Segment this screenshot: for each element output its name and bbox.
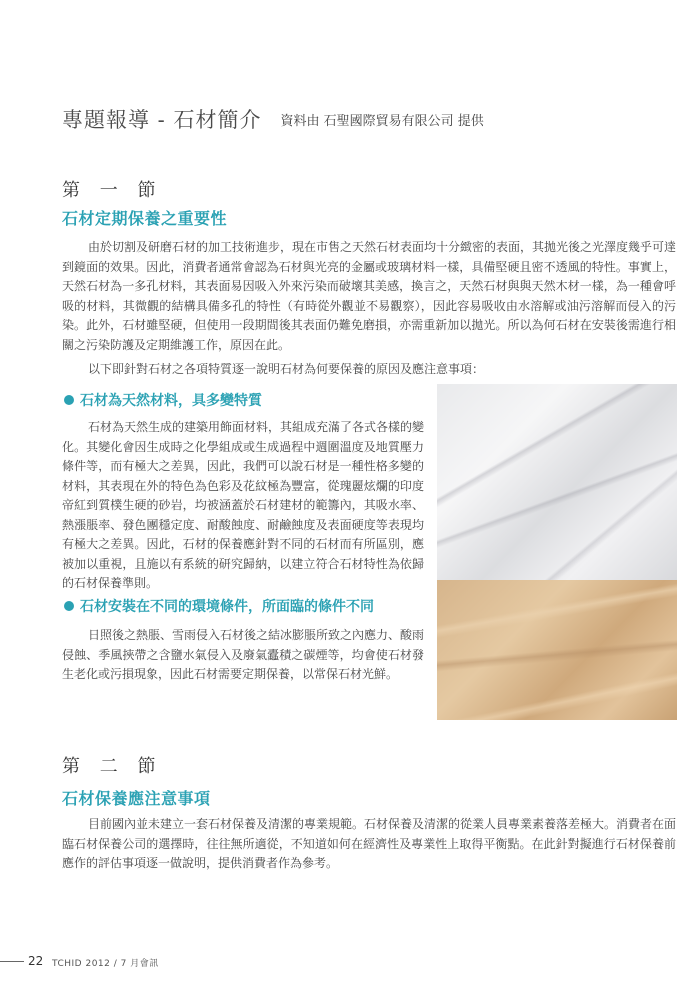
bullet-heading-text: 石材安裝在不同的環境條件，所面臨的條件不同 xyxy=(80,599,374,615)
bullet-heading-natural-material xyxy=(64,390,262,410)
bullet-dot-icon xyxy=(64,395,74,405)
section-2-label: 第 二 節 xyxy=(62,756,157,777)
section-1-label: 第 一 節 xyxy=(62,180,157,201)
section-2-paragraph: 目前國內並未建立一套石材保養及清潔的專業規範。石材保養及清潔的從業人員專業素養落差極大。消費者在面臨石材保養公司的選擇時，往往無所適從，不知道如何在經濟性及專業性上取得平衡點。在此針對擬進行石材保養前應作的評估事項逐一做說明，提供消費者作為參考。 xyxy=(62,817,677,870)
page-title: 專題報導 - 石材簡介 xyxy=(62,108,262,132)
bullet-heading-environment xyxy=(64,596,374,616)
section-1-subtitle: 石材定期保養之重要性 xyxy=(62,209,228,228)
publication-name: TCHID 2012 / 7 月會訊 xyxy=(52,959,159,969)
source-credit: 資料由 石聖國際貿易有限公司 提供 xyxy=(280,114,484,129)
bullet-text-natural-material: 石材為天然生成的建築用飾面材料，其組成充滿了各式各樣的變化。其變化會因生成時之化學組成或生成過程中週圍溫度及地質壓力條件等，而有極大之差異，因此，我們可以說石材是一種性格多變的材料，其表現在外的特色為色彩及花紋極為豐富，從瑰麗炫爛的印度帝紅到質樸生硬的砂岩，均被涵蓋於石材建材的範籌內，其吸水率、熱漲脹率、發色團穩定度、耐酸蝕度、耐鹼蝕度及表面硬度等表現均有極大之差異。因此，石材的保養應針對不同的石材而有所區別，應被加以重視，且施以有系統的研究歸納，以建立符合石材特性為依歸的石材保養準則。 xyxy=(62,420,425,590)
section-1-paragraph-2: 以下即針對石材之各項特質逐一說明石材為何要保養的原因及應注意事項： xyxy=(88,362,485,376)
bullet-text-environment: 日照後之熱脹、雪雨侵入石材後之結冰膨脹所致之內應力、酸雨侵蝕、季風挾帶之含鹽水氣侵入及廢氣蠹積之碳煙等，均會使石材發生老化或污損現象，因此石材需要定期保養，以常保石材光鮮。 xyxy=(62,628,425,681)
bullet-heading-text: 石材為天然材料，具多變特質 xyxy=(80,393,262,409)
marble-photo xyxy=(437,384,677,580)
page-header xyxy=(62,104,662,134)
section-2-subtitle: 石材保養應注意事項 xyxy=(62,789,211,808)
sandstone-photo xyxy=(437,580,677,720)
footer-rule xyxy=(0,961,24,962)
page-number: 22 xyxy=(28,954,44,968)
section-1-paragraph-1: 由於切割及研磨石材的加工技術進步，現在市售之天然石材表面均十分緻密的表面，其拋光後之光澤度幾乎可達到鏡面的效果。因此，消費者通常會認為石材與光亮的金屬或玻璃材料一樣，具備堅硬且密不透風的特性。事實上，天然石材為一多孔材料，其表面易因吸入外來污染而破壞其美感，換言之，天然石材與與天然木材一樣，為一種會呼吸的材料，其微觀的結構具備多孔的特性（有時從外觀並不易觀察），因此容易吸收由水溶解或油污溶解而侵入的污染。此外，石材雖堅硬，但使用一段期間後其表面仍難免磨損，亦需重新加以拋光。所以為何石材在安裝後需進行相關之污染防護及定期維護工作，原因在此。 xyxy=(62,240,677,352)
bullet-dot-icon xyxy=(64,601,74,611)
page-footer xyxy=(0,954,200,970)
